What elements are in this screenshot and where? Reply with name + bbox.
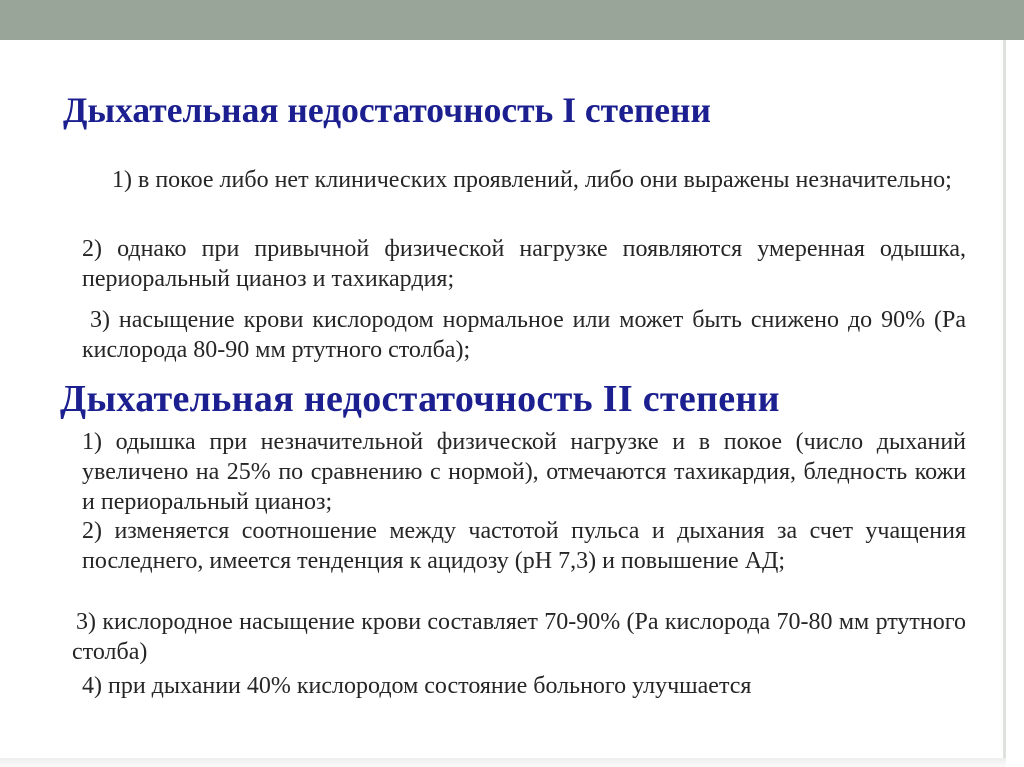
- section-1-item-2: 2) однако при привычной физической нагрузке появляются умеренная одышка, периоральный цианоз и тахикардия;: [82, 236, 966, 292]
- section-1-item-3: 3) насыщение крови кислородом нормальное или может быть снижено до 90% (Ра кислорода 80-90 мм ртутного столба);: [82, 307, 966, 363]
- section-2-item-4: 4) при дыхании 40% кислородом состояние больного улучшается: [82, 673, 752, 699]
- section-2-item-2: 2) изменяется соотношение между частотой пульса и дыхания за счет учащения последнего, имеется тенденция к ацидозу (рН 7,3) и повышение АД;: [82, 518, 966, 574]
- section-1-item-1: 1) в покое либо нет клинических проявлений, либо они выражены незначительно;: [112, 167, 952, 193]
- section-2-title: Дыхательная недостаточность II степени: [60, 378, 780, 420]
- section-2-item-1: 1) одышка при незначительной физической нагрузке и в покое (число дыханий увеличено на 25% по сравнению с нормой), отмечаются тахикардия, бледность кожи и периоральный цианоз;: [82, 429, 966, 515]
- section-2-item-3: 3) кислородное насыщение крови составляет 70-90% (Ра кислорода 70-80 мм ртутного столба): [72, 609, 966, 665]
- section-1-title: Дыхательная недостаточность I степени: [63, 90, 711, 130]
